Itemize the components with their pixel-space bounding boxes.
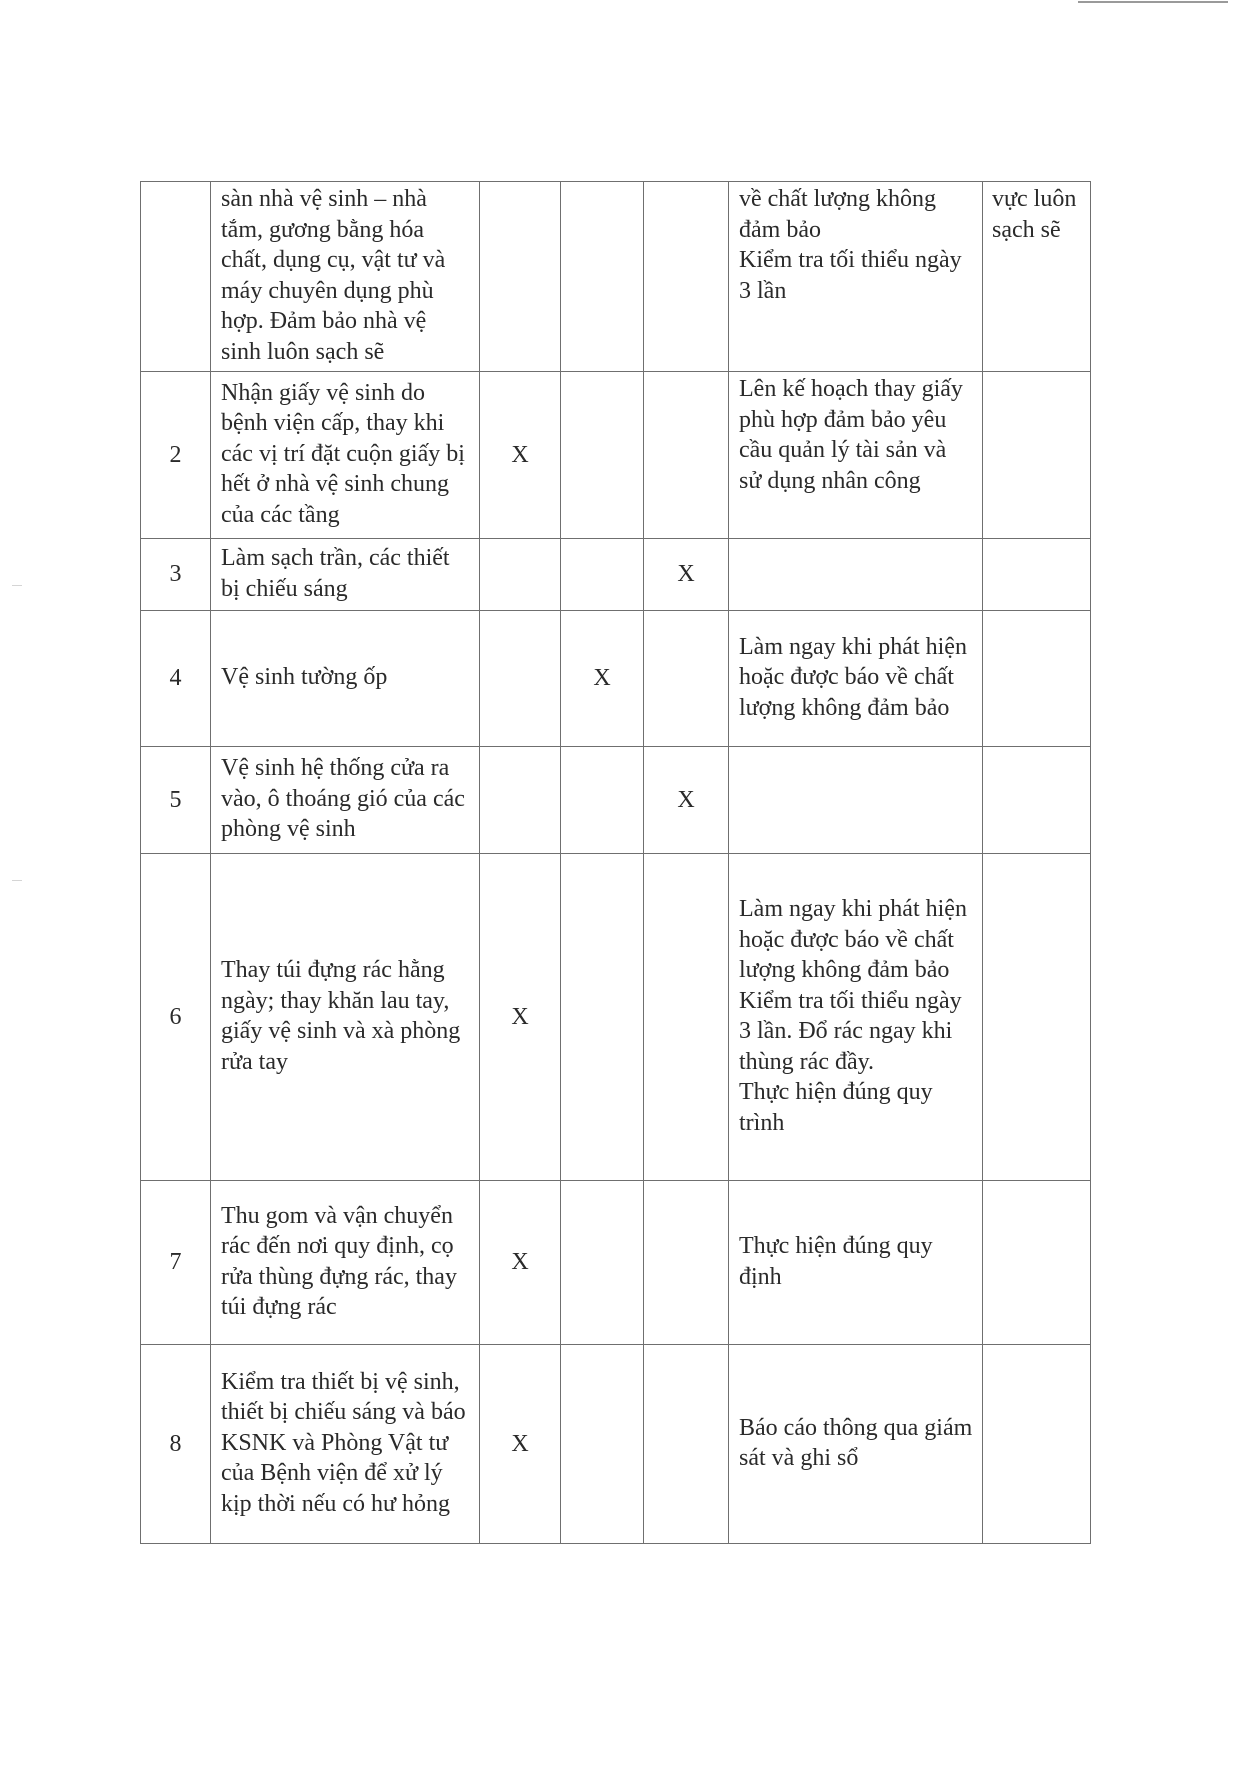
requirement-note — [983, 1345, 1091, 1544]
task-description: sàn nhà vệ sinh – nhà tắm, gương bằng hóa chất, dụng cụ, vật tư và máy chuyên dụng phù hợp. Đảm bảo nhà vệ sinh luôn sạch sẽ — [211, 182, 480, 372]
row-number: 3 — [141, 539, 211, 611]
task-description: Thay túi đựng rác hằng ngày; thay khăn lau tay, giấy vệ sinh và xà phòng rửa tay — [211, 854, 480, 1181]
frequency-mark-b — [561, 539, 644, 611]
frequency-mark-c — [644, 1181, 729, 1345]
task-note — [729, 747, 983, 854]
scan-speck — [12, 585, 22, 586]
task-note: Lên kế hoạch thay giấy phù hợp đảm bảo yêu cầu quản lý tài sản và sử dụng nhân công — [729, 372, 983, 539]
frequency-mark-a — [480, 747, 561, 854]
frequency-mark-a — [480, 611, 561, 747]
row-number — [141, 182, 211, 372]
frequency-mark-c — [644, 372, 729, 539]
requirement-note — [983, 539, 1091, 611]
requirement-note — [983, 854, 1091, 1181]
row-number: 7 — [141, 1181, 211, 1345]
frequency-mark-b — [561, 747, 644, 854]
table-row — [141, 372, 1091, 539]
table-row — [141, 1181, 1091, 1345]
table-row — [141, 1345, 1091, 1544]
task-description: Vệ sinh tường ốp — [211, 611, 480, 747]
task-note: Báo cáo thông qua giám sát và ghi sổ — [729, 1345, 983, 1544]
row-number: 5 — [141, 747, 211, 854]
row-number: 4 — [141, 611, 211, 747]
requirement-note — [983, 747, 1091, 854]
frequency-mark-c: X — [644, 539, 729, 611]
row-number: 2 — [141, 372, 211, 539]
frequency-mark-b — [561, 372, 644, 539]
frequency-mark-b — [561, 1181, 644, 1345]
frequency-mark-a — [480, 182, 561, 372]
table-row — [141, 747, 1091, 854]
table-row — [141, 854, 1091, 1181]
task-note: Làm ngay khi phát hiện hoặc được báo về chất lượng không đảm bảo — [729, 611, 983, 747]
task-note: Làm ngay khi phát hiện hoặc được báo về chất lượng không đảm bảo Kiểm tra tối thiểu ngày 3 lần. Đổ rác ngay khi thùng rác đầy. Thực hiện đúng quy trình — [729, 854, 983, 1181]
frequency-mark-b — [561, 182, 644, 372]
frequency-mark-c: X — [644, 747, 729, 854]
frequency-mark-b: X — [561, 611, 644, 747]
requirement-note — [983, 611, 1091, 747]
task-note: Thực hiện đúng quy định — [729, 1181, 983, 1345]
table-row — [141, 539, 1091, 611]
task-description: Nhận giấy vệ sinh do bệnh viện cấp, thay khi các vị trí đặt cuộn giấy bị hết ở nhà vệ sinh chung của các tầng — [211, 372, 480, 539]
requirement-note — [983, 372, 1091, 539]
frequency-mark-b — [561, 1345, 644, 1544]
frequency-mark-a: X — [480, 1181, 561, 1345]
table-row — [141, 611, 1091, 747]
cleaning-task-table — [140, 181, 1091, 1544]
task-description: Thu gom và vận chuyển rác đến nơi quy định, cọ rửa thùng đựng rác, thay túi đựng rác — [211, 1181, 480, 1345]
frequency-mark-b — [561, 854, 644, 1181]
requirement-note — [983, 1181, 1091, 1345]
task-note — [729, 539, 983, 611]
frequency-mark-a: X — [480, 1345, 561, 1544]
scan-speck — [12, 880, 22, 881]
task-description: Vệ sinh hệ thống cửa ra vào, ô thoáng gió của các phòng vệ sinh — [211, 747, 480, 854]
frequency-mark-c — [644, 1345, 729, 1544]
requirement-note: vực luôn sạch sẽ — [983, 182, 1091, 372]
row-number: 6 — [141, 854, 211, 1181]
task-description: Kiểm tra thiết bị vệ sinh, thiết bị chiếu sáng và báo KSNK và Phòng Vật tư của Bệnh viện để xử lý kịp thời nếu có hư hỏng — [211, 1345, 480, 1544]
frequency-mark-c — [644, 182, 729, 372]
frequency-mark-c — [644, 611, 729, 747]
task-description: Làm sạch trần, các thiết bị chiếu sáng — [211, 539, 480, 611]
frequency-mark-a: X — [480, 372, 561, 539]
table-row — [141, 182, 1091, 372]
row-number: 8 — [141, 1345, 211, 1544]
task-note: về chất lượng không đảm bảo Kiểm tra tối thiểu ngày 3 lần — [729, 182, 983, 372]
frequency-mark-c — [644, 854, 729, 1181]
frequency-mark-a: X — [480, 854, 561, 1181]
frequency-mark-a — [480, 539, 561, 611]
scan-edge-line — [1078, 1, 1228, 3]
